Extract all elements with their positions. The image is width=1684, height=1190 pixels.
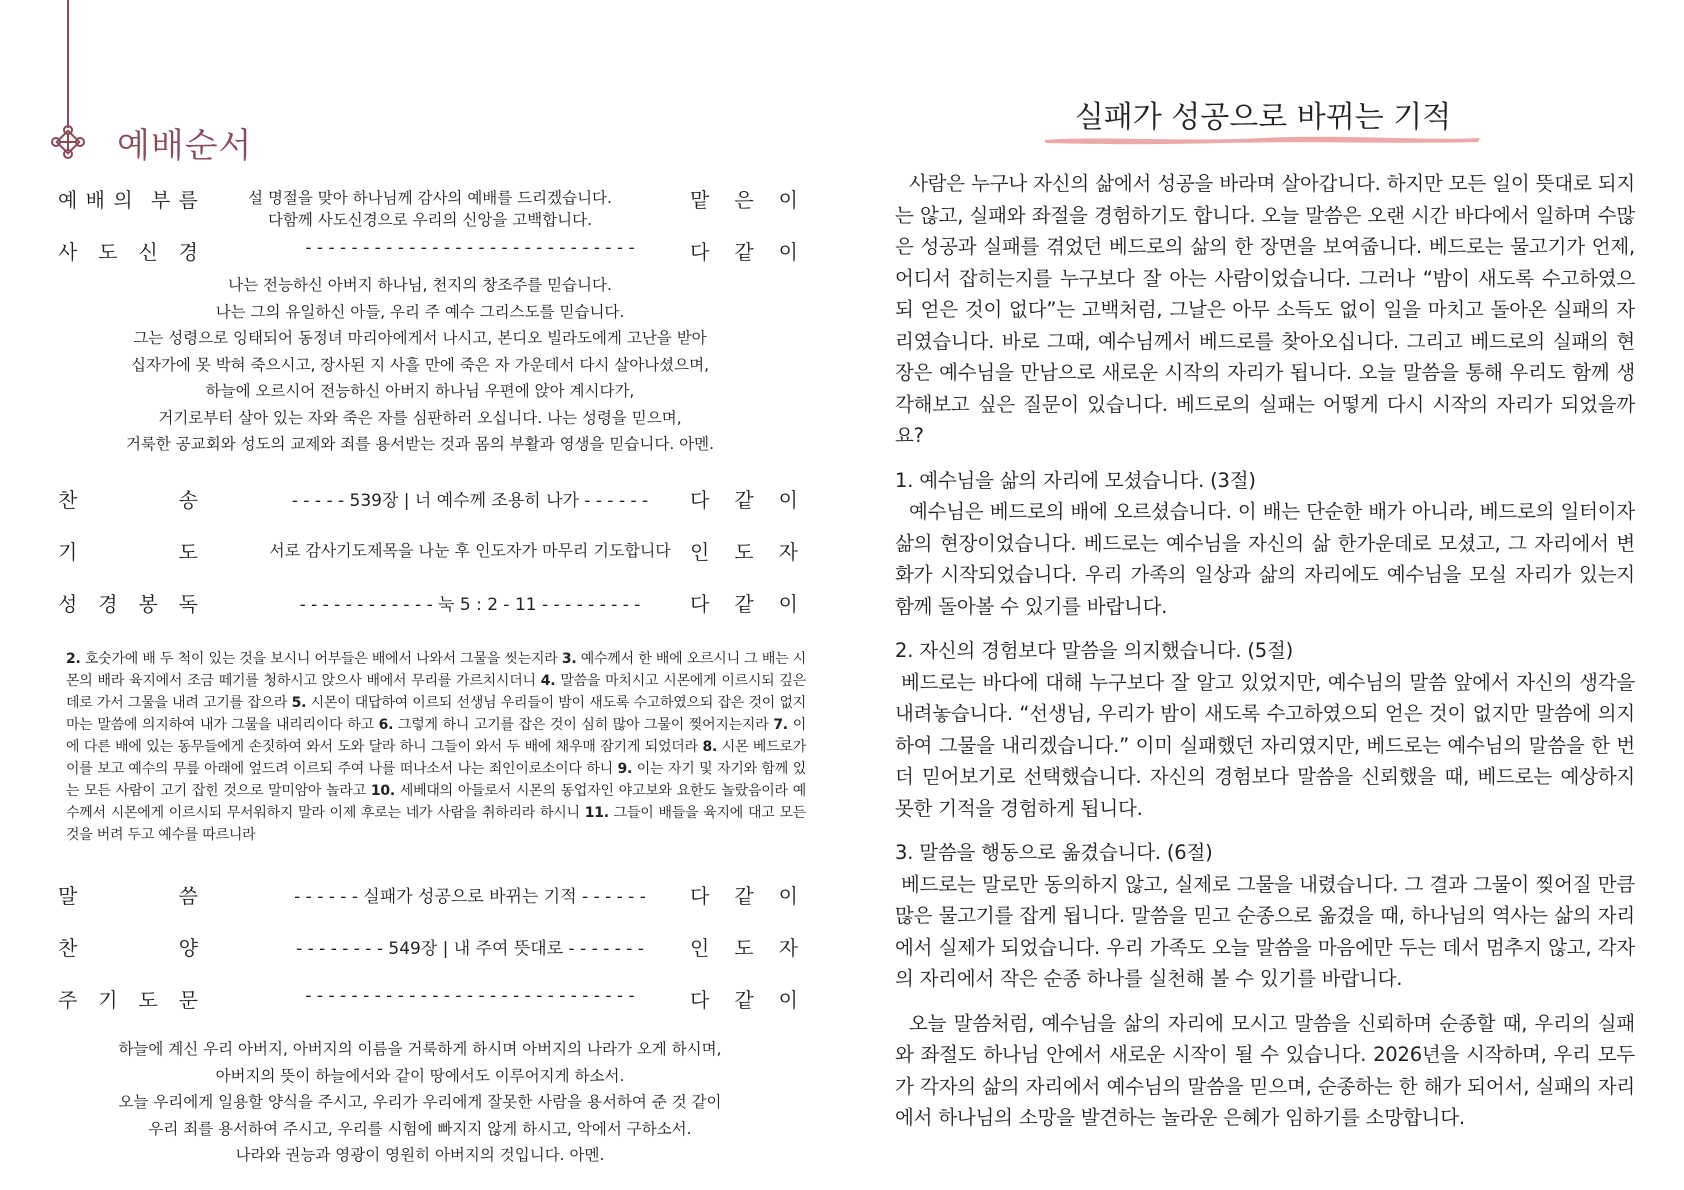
sermon-title: 실패가 성공으로 바뀌는 기적	[1074, 100, 1452, 135]
title-underline-brush	[1042, 133, 1482, 145]
order-label: 말 씀	[58, 884, 198, 908]
section-title: 예배순서	[117, 126, 253, 166]
point-heading: 3. 말씀을 행동으로 옮겼습니다. (6절)	[895, 841, 1213, 864]
call-text: 설 명절을 맞아 하나님께 감사의 예배를 드리겠습니다. 다함께 사도신경으로 우리의 신앙을 고백합니다.	[248, 189, 612, 229]
sermon-intro: 사람은 누구나 자신의 삶에서 성공을 바라며 살아갑니다. 하지만 모든 일이 뜻대로 되지는 않고, 실패와 좌절을 경험하기도 합니다. 오늘 말씀은 오랜 시간 바다에서 일하며 수많은 성공과 실패를 겪었던 베드로의 삶의 한 장면을 보여줍니다. 베드로는 물고기가 언제, 어디서 잡히는지를 누구보다 잘 아는 사람이었습니다. 그러나 “밤이 새도록 수고하였으되 얻은 것이 없다”는 고백처럼, 그날은 아무 소득도 없이 일을 마치고 돌아온 실패의 자리였습니다. 바로 그때, 예수님께서 베드로를 찾아오십니다. 그리고 베드로의 실패의 현장은 예수님을 만남으로 새로운 시작의 자리가 됩니다. 오늘 말씀을 통해 우리도 함께 생각해보고 싶은 질문이 있습니다. 베드로의 실패는 어떻게 다시 시작의 자리가 되었을까요?	[895, 172, 1635, 447]
point-heading: 1. 예수님을 삶의 자리에 모셨습니다. (3절)	[895, 468, 1256, 492]
order-leader: 인 도 자	[690, 540, 798, 564]
order-leader: 인 도 자	[690, 936, 798, 960]
order-label: 성 경 봉 독	[58, 592, 198, 616]
scripture-passage: 2. 호숫가에 배 두 척이 있는 것을 보시니 어부들은 배에서 나와서 그물을 씻는지라 3. 예수께서 한 배에 오르시니 그 배는 시몬의 배라 육지에서 조금 떼기를 청하시고 앉으사 배에서 무리를 가르치시더니 4. 말씀을 마치시고 시몬에게 이르시되 깊은 데로 가서 그물을 내려 고기를 잡으라 5. 시몬이 대답하여 이르되 선생님 우리들이 밤이 새도록 수고하였으되 잡은 것이 없지마는 말씀에 의지하여 내가 그물을 내리리이다 하고 6. 그렇게 하니 고기를 잡은 것이 심히 많아 그물이 찢어지는지라 7. 이에 다른 배에 있는 동무들에게 손짓하여 와서 도와 달라 하니 그들이 와서 두 배에 채우매 잠기게 되었더라 8. 시몬 베드로가 이를 보고 예수의 무릎 아래에 엎드려 이르되 주여 나를 떠나소서 나는 죄인이로소이다 하니 9. 이는 자기 및 자기와 함께 있는 모든 사람이 고기 잡힌 것으로 말미암아 놀라고 10. 세베대의 아들로서 시몬의 동업자인 야고보와 요한도 놀랐음이라 예수께서 시몬에게 이르시되 무서워하지 말라 이제 후로는 네가 사람을 취하리라 하시니 11. 그들이 배들을 육지에 대고 모든 것을 버려 두고 예수를 따르니라	[66, 651, 807, 843]
order-label: 찬 송	[58, 488, 198, 512]
order-label: 사 도 신 경	[58, 240, 198, 264]
order-leader: 다 같 이	[690, 884, 798, 908]
order-row-prayer: 기 도 서로 감사기도제목을 나눈 후 인도자가 마무리 기도합니다 인 도 자	[58, 536, 798, 566]
order-row-hymn: 찬 송 - - - - - 539장 | 너 예수께 조용히 나가 - - - - - - 다 같 이	[58, 484, 798, 514]
order-leader: 다 같 이	[690, 240, 798, 264]
point-body: 베드로는 바다에 대해 누구보다 잘 알고 있었지만, 예수님의 말씀 앞에서 자신의 생각을 내려놓습니다. “선생님, 우리가 밤이 새도록 수고하였으되 얻은 것이 없지만 말씀에 의지하여 그물을 내리겠습니다.” 이미 실패했던 자리였지만, 베드로는 예수님의 말씀을 한 번 더 믿어보기로 선택했습니다. 자신의 경험보다 말씀을 신뢰했을 때, 베드로는 예상하지 못한 기적을 경험하게 됩니다.	[895, 670, 1635, 820]
order-row-creed: 사 도 신 경 - - - - - - - - - - - - - - - - - - - - - - - - - - - - - 다 같 이	[58, 238, 798, 264]
order-leader: 다 같 이	[690, 988, 798, 1012]
knot-ornament-icon	[50, 124, 86, 160]
sermon-body	[895, 168, 1635, 1147]
order-row-scripture: 성 경 봉 독 - - - - - - - - - - - - 눅 5 : 2 - 11 - - - - - - - - - 다 같 이	[58, 588, 798, 618]
order-row-lords-prayer: 주 기 도 문 - - - - - - - - - - - - - - - - - - - - - - - - - - - - - 다 같 이	[58, 986, 798, 1012]
order-leader: 맡 은 이	[690, 188, 798, 212]
order-label: 기 도	[58, 540, 198, 564]
sermon-closing: 오늘 말씀처럼, 예수님을 삶의 자리에 모시고 말씀을 신뢰하며 순종할 때, 우리의 실패와 좌절도 하나님 안에서 새로운 시작이 될 수 있습니다. 2026년을 시작하며, 우리 모두가 각자의 삶의 자리에서 예수님의 말씀을 믿으며, 순종하는 한 해가 되어서, 실패의 자리에서 하나님의 소망을 발견하는 놀라운 은혜가 임하기를 소망합니다.	[895, 1011, 1635, 1129]
order-row-praise: 찬 양 - - - - - - - - 549장 | 내 주여 뜻대로 - - - - - - - 인 도 자	[58, 932, 798, 962]
order-label: 예 배 의 부 름	[58, 188, 198, 212]
lords-prayer-text: 하늘에 계신 우리 아버지, 아버지의 이름을 거룩하게 하시며 아버지의 나라가 오게 하시며, 아버지의 뜻이 하늘에서와 같이 땅에서도 이루어지게 하소서. 오늘 우리에게 일용할 양식을 주시고, 우리가 우리에게 잘못한 사람을 용서하여 준 것 같이 우리 죄를 용서하여 주시고, 우리를 시험에 빠지지 않게 하시고, 악에서 구하소서. 나라와 권능과 영광이 영원히 아버지의 것입니다. 아멘.	[118, 1040, 722, 1164]
order-label: 주 기 도 문	[58, 988, 198, 1012]
order-label: 찬 양	[58, 936, 198, 960]
point-body: 예수님은 베드로의 배에 오르셨습니다. 이 배는 단순한 배가 아니라, 베드로의 일터이자 삶의 현장이었습니다. 베드로는 예수님을 자신의 삶 한가운데로 모셨고, 그 자리에서 변화가 시작되었습니다. 우리 가족의 일상과 삶의 자리에도 예수님을 모실 자리가 있는지 함께 돌아볼 수 있기를 바랍니다.	[895, 500, 1635, 618]
order-row-sermon: 말 씀 - - - - - - 실패가 성공으로 바뀌는 기적 - - - - - - 다 같 이	[58, 880, 798, 910]
order-leader: 다 같 이	[690, 592, 798, 616]
order-leader: 다 같 이	[690, 488, 798, 512]
point-heading: 2. 자신의 경험보다 말씀을 의지했습니다. (5절)	[895, 639, 1294, 662]
ornament-cord	[67, 0, 69, 128]
apostles-creed: 나는 전능하신 아버지 하나님, 천지의 창조주를 믿습니다. 나는 그의 유일하신 아들, 우리 주 예수 그리스도를 믿습니다. 그는 성령으로 잉태되어 동정녀 마리아에게서 나시고, 본디오 빌라도에게 고난을 받아 십자가에 못 박혀 죽으시고, 장사된 지 사흘 만에 죽은 자 가운데서 다시 살아나셨으며, 하늘에 오르시어 전능하신 아버지 하나님 우편에 앉아 계시다가, 거기로부터 살아 있는 자와 죽은 자를 심판하러 오십니다. 나는 성령을 믿으며, 거룩한 공교회와 성도의 교제와 죄를 용서받는 것과 몸의 부활과 영생을 믿습니다. 아멘.	[125, 276, 715, 453]
point-body: 베드로는 말로만 동의하지 않고, 실제로 그물을 내렸습니다. 그 결과 그물이 찢어질 만큼 많은 물고기를 잡게 됩니다. 말씀을 믿고 순종으로 옮겼을 때, 하나님의 역사는 삶의 자리에서 실제가 되었습니다. 우리 가족도 오늘 말씀을 마음에만 두는 데서 멈추지 않고, 각자의 자리에서 작은 순종 하나를 실천해 볼 수 있기를 바랍니다.	[895, 872, 1635, 990]
